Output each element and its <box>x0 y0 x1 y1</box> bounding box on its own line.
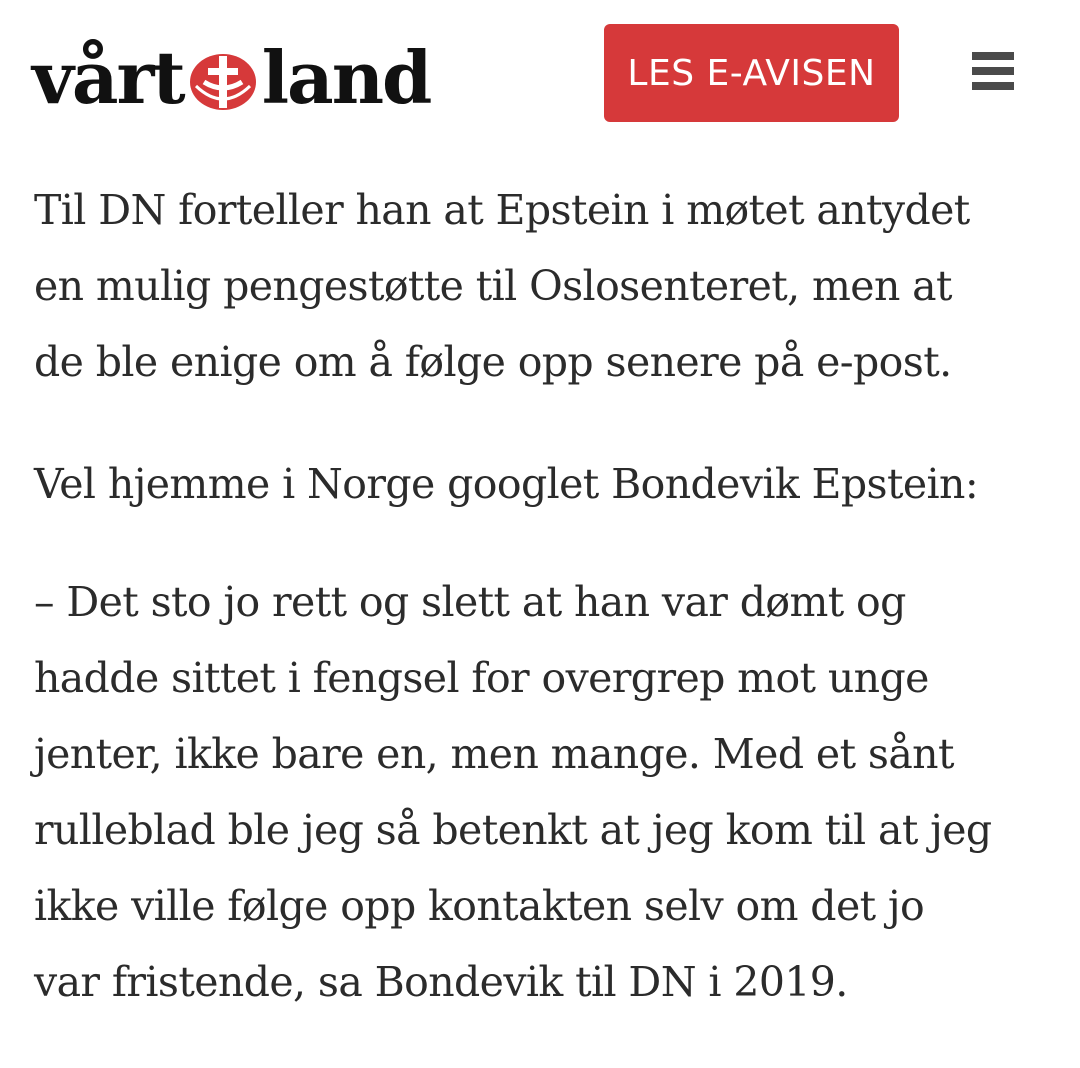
logo-text-right: land <box>261 35 431 120</box>
menu-bar-middle <box>972 67 1014 75</box>
text-line: ikke ville følge opp kontakten selv om det jo <box>34 882 925 930</box>
cross-emblem-icon <box>186 42 260 116</box>
text-line: hadde sittet i fengsel for overgrep mot unge <box>34 654 929 702</box>
article-paragraph <box>34 172 1054 400</box>
text-line: Vel hjemme i Norge googlet Bondevik Epstein: <box>34 460 979 508</box>
article-body <box>34 172 1054 1020</box>
text-line: en mulig pengestøtte til Oslosenteret, men at <box>34 262 952 310</box>
menu-bar-bottom <box>972 82 1014 90</box>
site-header <box>0 0 1080 150</box>
text-line: – Det sto jo rett og slett at han var dømt og <box>34 578 906 626</box>
article-quote-paragraph <box>34 564 1054 1020</box>
text-line: rulleblad ble jeg så betenkt at jeg kom til at jeg <box>34 806 992 854</box>
logo-text-left: vårt <box>32 35 184 120</box>
text-line: var fristende, sa Bondevik til DN i 2019. <box>34 958 848 1006</box>
text-line: Til DN forteller han at Epstein i møtet antydet <box>34 186 970 234</box>
text-line: jenter, ikke bare en, men mange. Med et sånt <box>34 730 954 778</box>
article-paragraph <box>34 446 1054 522</box>
read-e-paper-button[interactable]: LES E-AVISEN <box>604 24 899 122</box>
site-logo[interactable] <box>32 34 431 120</box>
hamburger-menu-icon[interactable] <box>972 52 1016 98</box>
text-line: de ble enige om å følge opp senere på e-post. <box>34 338 952 386</box>
menu-bar-top <box>972 52 1014 60</box>
